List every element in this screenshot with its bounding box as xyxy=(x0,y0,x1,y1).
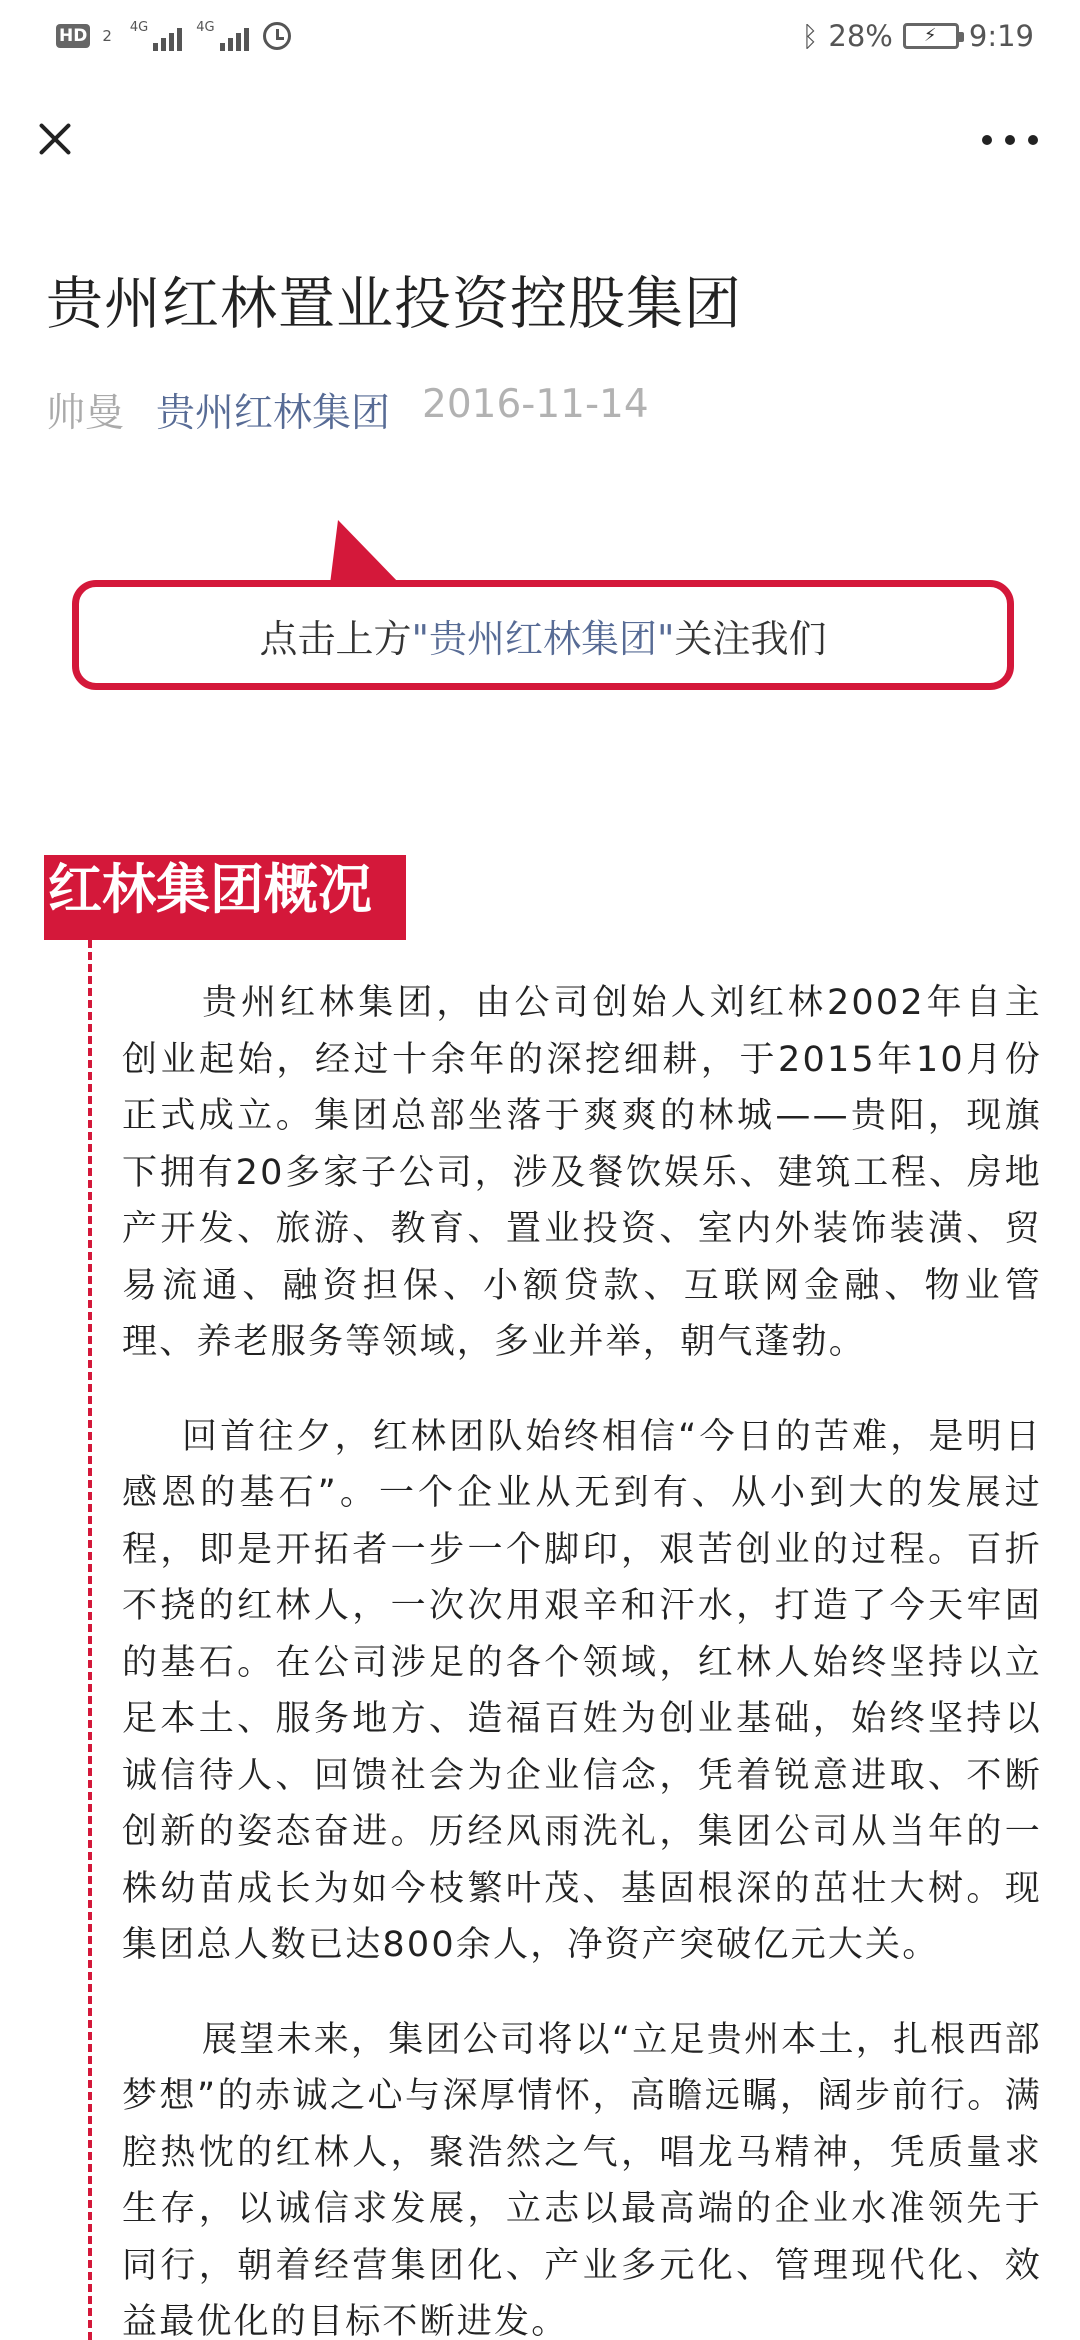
article-meta xyxy=(46,382,649,438)
signal-icon xyxy=(130,21,182,51)
signal-tag: 4G xyxy=(196,20,215,35)
follow-prefix: 点击上方 xyxy=(259,616,412,661)
dashed-divider xyxy=(88,940,92,2340)
status-left xyxy=(56,21,291,51)
follow-account-name: "贵州红林集团" xyxy=(411,616,675,661)
account-link[interactable]: 贵州红林集团 xyxy=(156,391,391,436)
clock: 9:19 xyxy=(968,19,1034,53)
paragraph: 贵州红林集团，由公司创始人刘红林2002年自主创业起始，经过十余年的深挖细耕，于2015年10月份正式成立。集团总部坐落于爽爽的林城——贵阳，现旗下拥有20多家子公司，涉及餐饮娱乐、建筑工程、房地产开发、旅游、教育、置业投资、室内外装饰装潢、贸易流通、融资担保、小额贷款、互联网金融、物业管理、养老服务等领域，多业并举，朝气蓬勃。 xyxy=(122,983,1042,1362)
hd-sub-label: 2 xyxy=(102,27,112,45)
hd-icon: HD xyxy=(56,24,90,48)
paragraph: 回首往夕，红林团队始终相信“今日的苦难，是明日感恩的基石”。一个企业从无到有、从小到大的发展过程，即是开拓者一步一个脚印，艰苦创业的过程。百折不挠的红林人，一次次用艰辛和汗水，打造了今天牢固的基石。在公司涉足的各个领域，红林人始终坚持以立足本土、服务地方、造福百姓为创业基础，始终坚持以诚信待人、回馈社会为企业信念，凭着锐意进取、不断创新的姿态奋进。历经风雨洗礼，集团公司从当年的一株幼苗成长为如今枝繁叶茂、基固根深的茁壮大树。现集团总人数已达800余人，净资产突破亿元大关。 xyxy=(122,1416,1042,1965)
follow-suffix: 关注我们 xyxy=(674,616,827,661)
status-right xyxy=(802,19,1034,53)
signal-icon xyxy=(196,21,248,51)
paragraph: 展望未来，集团公司将以“立足贵州本土，扎根西部梦想”的赤诚之心与深厚情怀，高瞻远瞩，阔步前行。满腔热忱的红林人，聚浩然之气，唱龙马精神，凭质量求生存，以诚信求发展，立志以最高端的企业水准领先于同行，朝着经营集团化、产业多元化、管理现代化、效益最优化的目标不断进发。 xyxy=(122,2019,1042,2340)
bluetooth-icon: ᛒ xyxy=(801,19,819,53)
article-body xyxy=(122,975,1042,2340)
alarm-icon xyxy=(263,22,291,50)
status-bar xyxy=(0,0,1080,72)
follow-box xyxy=(72,580,1014,690)
section-heading: 红林集团概况 xyxy=(44,855,406,940)
more-dots-icon[interactable] xyxy=(982,130,1038,150)
signal-tag: 4G xyxy=(129,20,149,35)
article-author: 帅曼 xyxy=(46,391,125,436)
follow-banner xyxy=(72,520,1014,692)
battery-percent: 28% xyxy=(828,19,893,53)
article-date: 2016-11-14 xyxy=(422,382,649,427)
top-nav xyxy=(0,72,1080,212)
pointer-triangle xyxy=(330,520,400,584)
article-title: 贵州红林置业投资控股集团 xyxy=(46,271,742,337)
battery-icon: ⚡ xyxy=(903,23,959,49)
close-icon[interactable] xyxy=(30,114,80,164)
